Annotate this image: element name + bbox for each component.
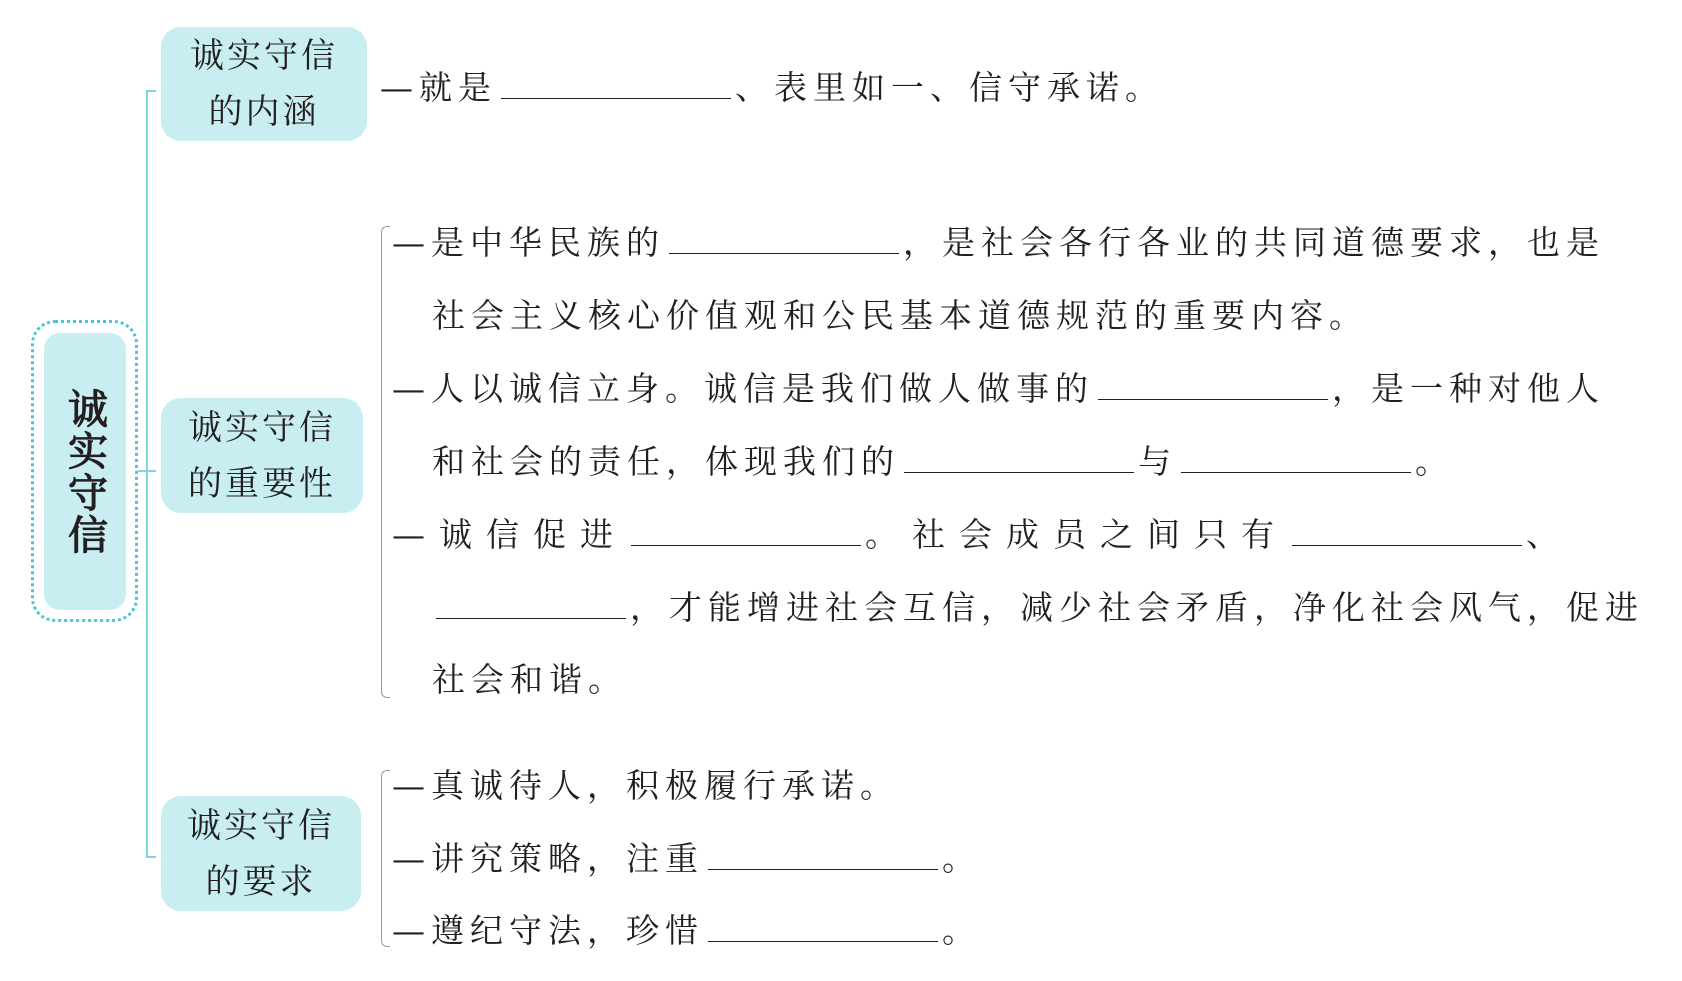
blank-7[interactable] [1292,515,1522,546]
importance-item-2-text-e: 。 [1415,442,1454,481]
branch-importance-label: 诚实守信 的重要性 [188,407,336,504]
blank-6[interactable] [631,515,861,546]
blank-4[interactable] [904,442,1134,473]
requirements-item-1 [392,766,899,806]
importance-item-3-line-2 [432,588,1644,628]
branch-requirements-label: 诚实守信 的要求 [187,805,335,902]
trunk-line [146,90,148,858]
blank-3[interactable] [1098,369,1328,400]
requirements-item-2-after: 。 [942,839,981,878]
importance-item-2-line-2 [432,442,1454,482]
requirements-item-2-lead: —讲究策略，注重 [392,839,704,878]
blank-1[interactable] [501,68,731,99]
requirements-item-3-lead: —遵纪守法，珍惜 [392,911,704,950]
importance-item-1-line-2 [432,296,1368,336]
requirements-bracket [381,770,390,947]
meaning-item-after: 、表里如一、信守承诺。 [735,68,1164,107]
importance-item-3-line-3 [432,660,627,700]
requirements-item-1-text: —真诚待人，积极履行承诺。 [392,766,899,805]
importance-item-3-text-d: ，才能增进社会互信，减少社会矛盾，净化社会风气，促进 [630,588,1644,627]
requirements-item-3 [392,911,981,951]
meaning-item [380,68,1164,108]
root-node-label: 诚实守信 [61,387,108,556]
blank-8[interactable] [436,588,626,619]
blank-2[interactable] [669,223,899,254]
importance-item-1-text-c: 社会主义核心价值观和公民基本道德规范的重要内容。 [432,296,1368,335]
branch-meaning-label: 诚实守信 的内涵 [190,36,338,132]
branch-requirements [161,796,361,911]
root-connector [138,470,148,472]
importance-item-2-text-b: ，是一种对他人 [1332,369,1605,408]
importance-item-3-text-e: 社会和谐。 [432,660,627,699]
importance-item-3-text-c: 、 [1526,515,1573,554]
root-node [44,333,126,610]
importance-item-1-text-b: ，是社会各行各业的共同道德要求，也是 [903,223,1605,262]
trunk-tick-1 [146,90,156,92]
importance-item-1-line-1 [392,223,1605,263]
importance-item-2-text-c: 和社会的责任，体现我们的 [432,442,900,481]
requirements-item-2 [392,839,981,879]
blank-10[interactable] [708,911,938,942]
importance-bracket [381,226,390,698]
meaning-item-lead: —就是 [380,68,497,107]
branch-meaning [161,27,367,141]
blank-5[interactable] [1181,442,1411,473]
importance-item-3-text-a: —诚信促进 [392,515,627,554]
importance-item-2-text-a: —人以诚信立身。诚信是我们做人做事的 [392,369,1094,408]
branch-importance [161,398,363,513]
importance-item-2-text-d: 与 [1138,442,1177,481]
requirements-item-3-after: 。 [942,911,981,950]
importance-item-1-text-a: —是中华民族的 [392,223,665,262]
importance-item-3-line-1 [392,515,1573,555]
blank-9[interactable] [708,839,938,870]
importance-item-3-text-b: 。社会成员之间只有 [865,515,1288,554]
importance-item-2-line-1 [392,369,1605,409]
trunk-tick-3 [146,856,156,858]
